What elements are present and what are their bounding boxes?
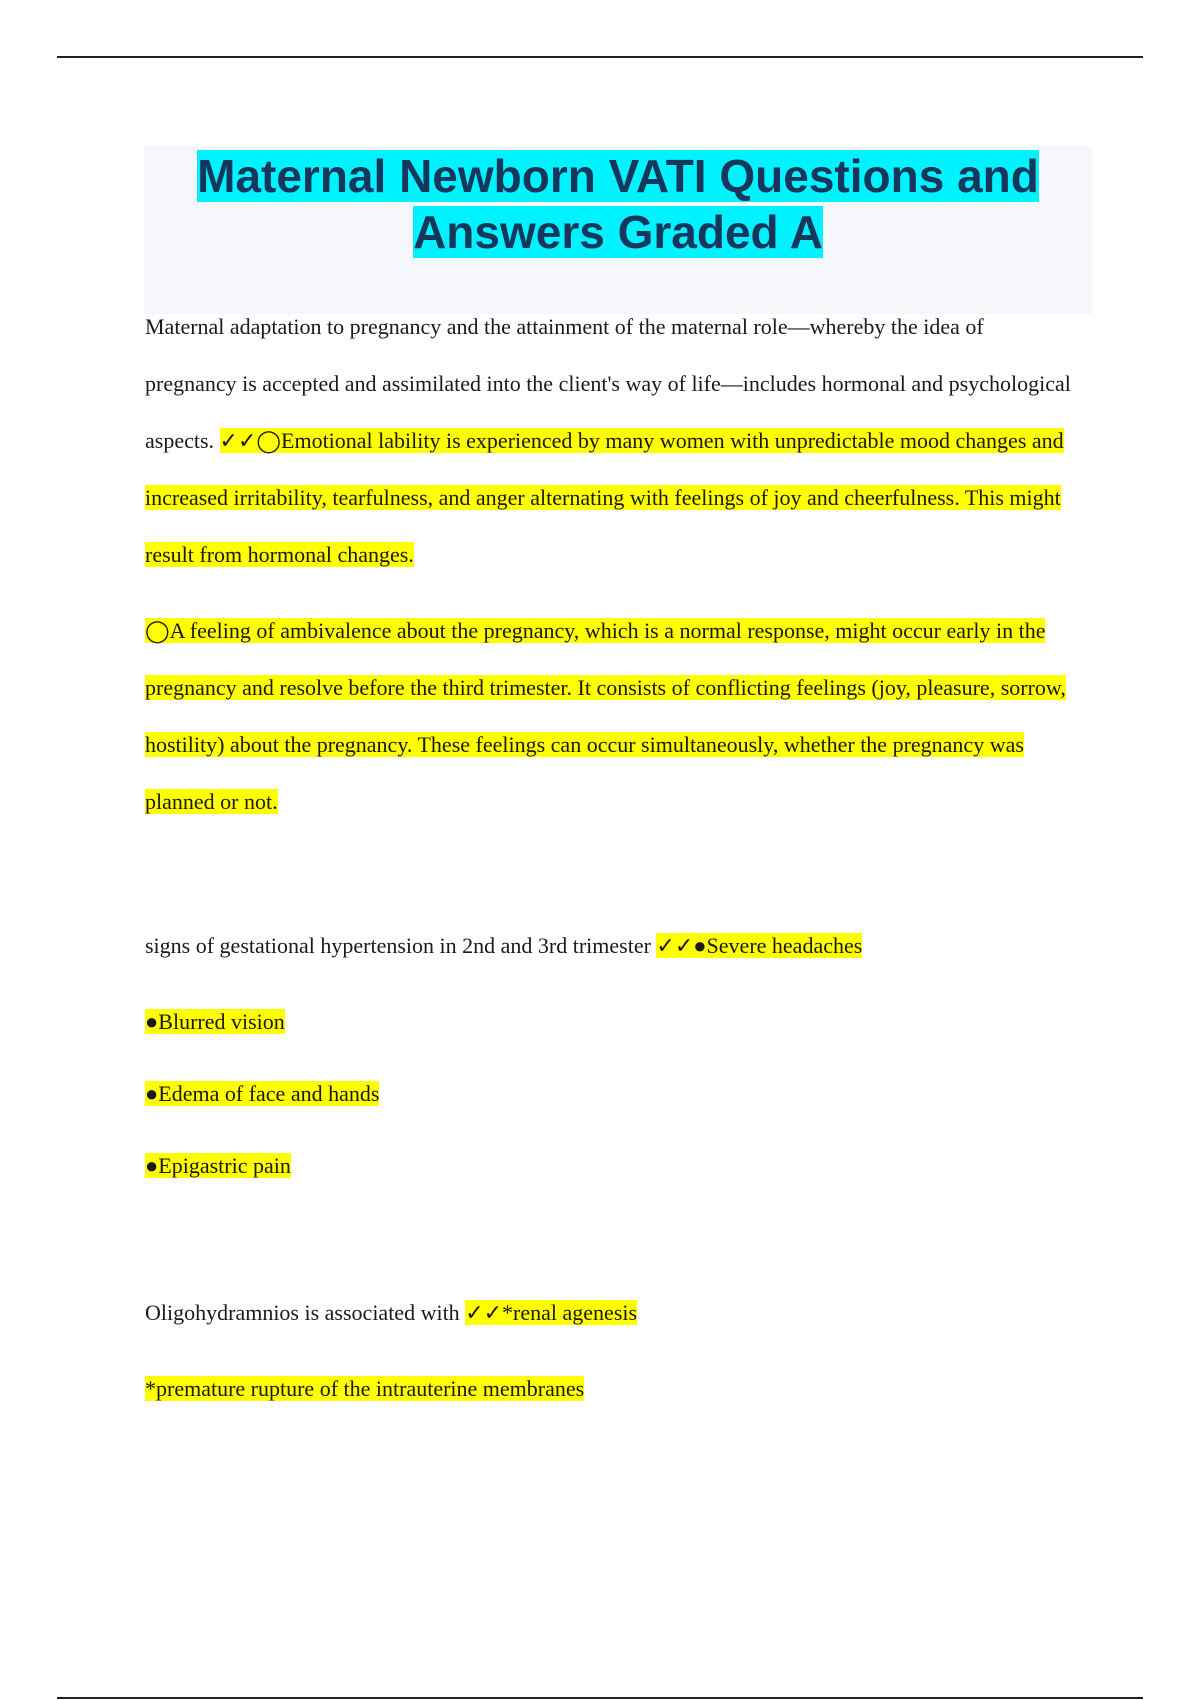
answer-2-item-2: ●Edema of face and hands: [145, 1081, 380, 1106]
answer-2-line: [145, 1151, 291, 1181]
question-2: [145, 931, 862, 961]
bottom-rule: [57, 1697, 1143, 1699]
answer-2-item-0: ✓✓●Severe headaches: [656, 933, 863, 958]
document-title: Maternal Newborn VATI Questions and Answers Graded A: [197, 150, 1039, 258]
answer-1-part-1: ✓✓◯Emotional lability is experienced by many women with unpredictable mood changes and increased irritability, tearfulness, and anger alternating with feelings of joy and cheerfulness. This might result from hormonal changes.: [145, 428, 1064, 567]
answer-2-line: [145, 1007, 285, 1037]
question-2-text: signs of gestational hypertension in 2nd and 3rd trimester: [145, 933, 657, 958]
answer-1-part-2: ◯A feeling of ambivalence about the pregnancy, which is a normal response, might occur early in the pregnancy and resolve before the third trimester. It consists of conflicting feelings (joy, pleasure, sorrow, hostility) about the pregnancy. These feelings can occur simultaneously, whether the pregnancy was planned or not.: [145, 618, 1066, 814]
answer-2-item-3: ●Epigastric pain: [145, 1153, 291, 1178]
answer-2-line: [145, 1079, 379, 1109]
answer-3-item-1: *premature rupture of the intrauterine membranes: [145, 1376, 585, 1401]
question-1: [145, 298, 1080, 583]
title-block: [144, 146, 1092, 314]
answer-1-part-2-paragraph: [145, 602, 1080, 830]
top-rule: [57, 56, 1143, 58]
answer-3-line: [145, 1374, 584, 1404]
question-3-text: Oligohydramnios is associated with: [145, 1300, 466, 1325]
question-3: [145, 1298, 637, 1328]
question-1-text: Maternal adaptation to pregnancy and the attainment of the maternal role—whereby the idea of pregnancy is accepted and assimilated into the client's way of life—includes hormonal and psychological aspects.: [145, 314, 1071, 453]
answer-3-item-0: ✓✓*renal agenesis: [465, 1300, 638, 1325]
answer-2-item-1: ●Blurred vision: [145, 1009, 285, 1034]
